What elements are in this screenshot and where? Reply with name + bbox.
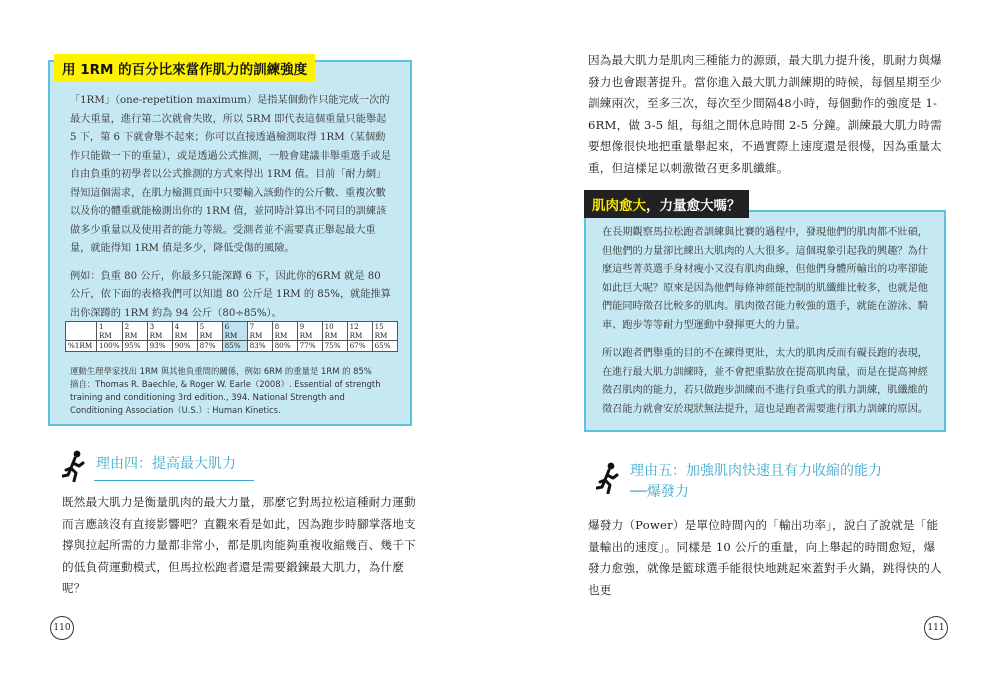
table-cell-percent: 77% [297,341,322,352]
table-cell-percent: 93% [147,341,172,352]
table-cell-percent: 100% [97,341,123,352]
rm-info-box [48,60,412,426]
table-cell-rep: 6 RM [222,322,247,341]
reason-four-title: 理由四：提高最大肌力 [96,456,236,472]
table-cell-percent: 83% [247,341,272,352]
table-row [66,341,398,352]
left-body-text: 既然最大肌力是衡量肌肉的最大力量，那麼它對馬拉松這種耐力運動而言應該沒有直接影響吧？直觀來看是如此，因為跑步時腳掌落地支撐與拉起所需的力量都非常小，都是肌肉能夠重複收縮幾百、幾千下的低負荷運動模式，但馬拉松跑者還是需要鍛鍊最大肌力，為什麼呢？ [62,495,416,595]
table-cell-rep: 3 RM [147,322,172,341]
table-row-label: %1RM [66,341,97,352]
table-cell-rep: 15 RM [372,322,397,341]
heading-underline [94,480,254,481]
rm-citation-note: 運動生理學家找出 1RM 與其他負重間的關係，例如 6RM 的重量是 1RM 的 85% [70,366,372,376]
page-number-left: 110 [50,616,74,640]
muscle-box-paragraph-2: 所以跑者們舉重的目的不在練得更壯，太大的肌肉反而有礙長跑的表現，在進行最大肌力訓練時，並不會把重點放在提高肌肉量，而是在提高神經徵召肌肉的能力，若只做跑步訓練而不進行負重式的肌力訓練，肌纖維的徵召能力就會安於現狀無法提升，這也是跑者需要進行肌力訓練的原因。 [602,348,928,415]
table-cell-percent: 85% [222,341,247,352]
reason-five-subtitle: ──爆發力 [630,484,689,500]
rm-percent-table [65,321,398,352]
rm-citation-source: 摘自：Thomas R. Baechle, & Roger W. Earle（2008）. Essential of strength training and conditioning 3rd edition., 394. National Strength and Conditioning Association（U.S.）: Human Kinetics. [70,379,381,415]
table-cell-rep: 1 RM [97,322,123,341]
right-page [500,0,1000,676]
right-top-text: 因為最大肌力是肌肉三種能力的源頭，最大肌力提升後，肌耐力與爆發力也會跟著提升。當你進入最大肌力訓練期的時候，每個星期至少訓練兩次，至多三次，每次至少間隔48小時，每個動作的強度是 1-6RM，做 3-5 組，每組之間休息時間 2-5 分鐘。訓練最大肌力時需要想像很快地把重量舉起來，不過實際上速度還是很慢，因為重量太重，但這樣足以刺激徵召更多肌纖維。 [588,53,942,175]
table-cell-rep: 2 RM [122,322,147,341]
table-cell-percent: 90% [172,341,197,352]
rm-box-title: 用 1RM 的百分比來當作肌力的訓練強度 [54,54,315,82]
running-figure-icon [62,450,88,482]
reason-five-heading [596,462,882,502]
table-cell-rep: 9 RM [297,322,322,341]
table-cell-percent: 65% [372,341,397,352]
reason-four-heading [62,450,236,482]
table-cell-percent: 95% [122,341,147,352]
muscle-box-title-highlight: 肌肉愈大 [592,198,646,214]
table-cell-percent: 67% [347,341,372,352]
table-cell-percent: 80% [272,341,297,352]
reason-five-title: 理由五：加強肌肉快速且有力收縮的能力 [630,463,882,479]
table-row [66,322,398,341]
table-cell-rep: 12 RM [347,322,372,341]
table-cell-rep: 10 RM [322,322,347,341]
rm-box-paragraph-2: 例如：負重 80 公斤，你最多只能深蹲 6 下，因此你的6RM 就是 80 公斤，依下面的表格我們可以知道 80 公斤是 1RM 的 85%，就能推算出你深蹲的 1RM 約為 94 公斤（80÷85%）。 [70,270,391,319]
running-figure-icon [596,462,622,494]
table-cell-rep: 8 RM [272,322,297,341]
table-cell-rep: 4 RM [172,322,197,341]
right-body-text: 爆發力（Power）是單位時間內的「輸出功率」，說白了說就是「能量輸出的速度」。同樣是 10 公斤的重量，向上舉起的時間愈短，爆發力愈強，就像是籃球選手能很快地跳起來蓋對手火鍋，跳得快的人也更 [588,518,942,597]
muscle-box-title [584,190,749,218]
rm-box-paragraph-1: 「1RM」（one-repetition maximum）是指某個動作只能完成一次的最大重量，進行第二次就會失敗，所以 5RM 即代表這個重量只能舉起 5 下，第 6 下就會舉不起來；你可以直接透過檢測取得 1RM（某個動作只能做一下的重量），或是透過公式推測，一般會建議非舉重選手或是自由負重的初學者以公式推測的方式來得出 1RM 值。目前「耐力網」得知這個需求，在肌力檢測頁面中只要輸入該動作的公斤數、重複次數以及你的體重就能檢測出你的 1RM 值，並同時計算出不同目的訓練該做多少重量以及使用者的能力等級。受測者並不需要真正舉起最大重量，就能得知 1RM 值是多少，降低受傷的風險。 [70,95,391,254]
table-cell-rep: 5 RM [197,322,222,341]
table-cell-percent: 75% [322,341,347,352]
page-number-right: 111 [924,616,948,640]
table-corner-cell [66,322,97,341]
muscle-size-box [584,210,946,432]
table-cell-percent: 87% [197,341,222,352]
table-cell-rep: 7 RM [247,322,272,341]
muscle-box-paragraph-1: 在長期觀察馬拉松跑者訓練與比賽的過程中，發現他們的肌肉都不壯碩，但他們的力量卻比練出大肌肉的人大很多。這個現象引起我的興趣？為什麼這些菁英選手身材瘦小又沒有肌肉曲線，但他們身體所輸出的功率卻能如此巨大呢？原來是因為他們每條神經能控制的肌纖維比較多，也就是他們能同時徵召比較多的肌肉。肌肉徵召能力較強的選手，就能在游泳、騎車、跑步等等耐力型運動中發揮更大的力量。 [602,227,928,331]
muscle-box-title-rest: ，力量愈大嗎？ [646,198,741,214]
